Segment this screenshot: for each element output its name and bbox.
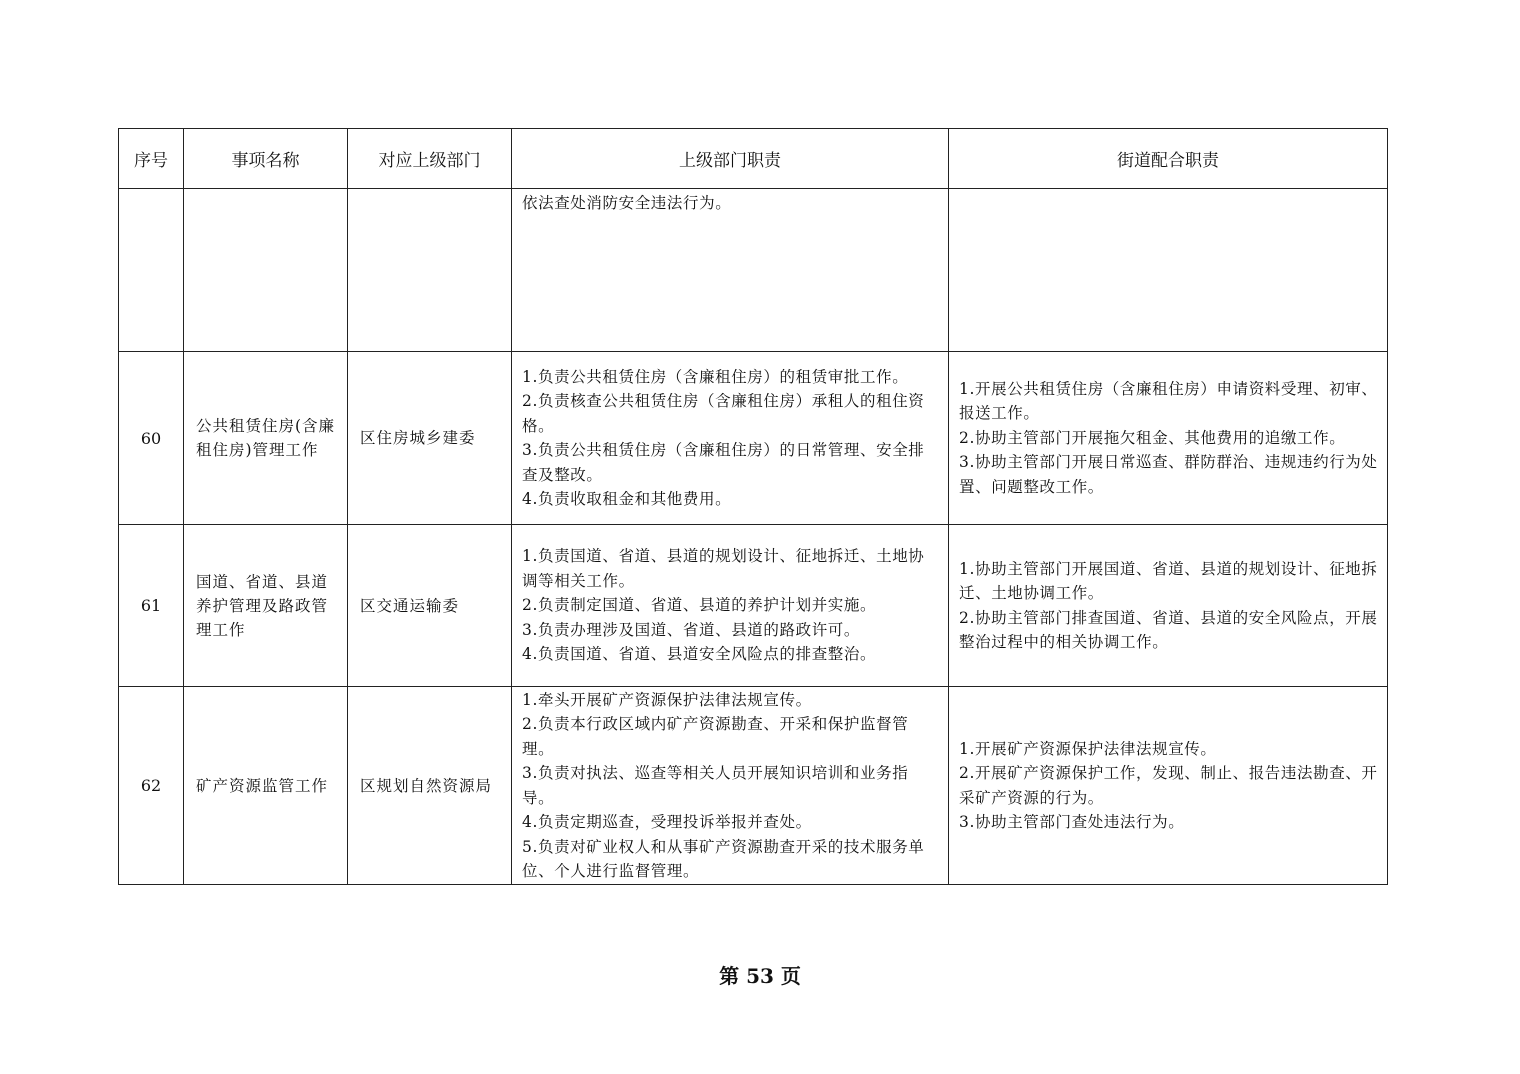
cell-seq: 60	[119, 352, 184, 525]
cell-upper-duties	[512, 189, 949, 352]
duty-line: 1.协助主管部门开展国道、省道、县道的规划设计、征地拆迁、土地协调工作。	[959, 559, 1378, 602]
duty-table	[118, 128, 1388, 885]
cell-street-duties	[949, 525, 1388, 687]
duty-line: 3.负责对执法、巡查等相关人员开展知识培训和业务指导。	[522, 764, 909, 807]
duty-line: 4.负责国道、省道、县道安全风险点的排查整治。	[522, 645, 877, 664]
cell-seq: 61	[119, 525, 184, 687]
cell-street-duties	[949, 687, 1388, 885]
duty-line: 3.负责办理涉及国道、省道、县道的路政许可。	[522, 620, 860, 639]
header-row	[119, 129, 1388, 189]
cell-upper-dept: 区住房城乡建委	[348, 352, 512, 525]
cell-seq: 62	[119, 687, 184, 885]
duty-line: 1.负责国道、省道、县道的规划设计、征地拆迁、土地协调等相关工作。	[522, 547, 925, 590]
table-row	[119, 352, 1388, 525]
cell-item-name: 国道、省道、县道养护管理及路政管理工作	[184, 525, 348, 687]
header-upper-dept: 对应上级部门	[348, 129, 512, 189]
table-row-continuation	[119, 189, 1388, 352]
duty-line: 1.开展公共租赁住房（含廉租住房）申请资料受理、初审、报送工作。	[959, 379, 1378, 423]
duty-line: 5.负责对矿业权人和从事矿产资源勘查开采的技术服务单位、个人进行监督管理。	[522, 837, 925, 880]
duty-line: 依法查处消防安全违法行为。	[522, 194, 732, 212]
duty-line: 2.负责核查公共租赁住房（含廉租住房）承租人的租住资格。	[522, 392, 925, 435]
duty-line: 4.负责定期巡查，受理投诉举报并查处。	[522, 813, 812, 831]
duty-line: 2.开展矿产资源保护工作，发现、制止、报告违法勘查、开采矿产资源的行为。	[959, 764, 1378, 807]
cell-upper-duties	[512, 687, 949, 885]
cell-upper-duties	[512, 352, 949, 525]
duty-line: 2.协助主管部门开展拖欠租金、其他费用的追缴工作。	[959, 428, 1346, 447]
header-seq: 序号	[119, 129, 184, 189]
header-item-name: 事项名称	[184, 129, 348, 189]
duty-line: 4.负责收取租金和其他费用。	[522, 490, 732, 508]
table-row	[119, 687, 1388, 885]
cell-upper-dept	[348, 189, 512, 352]
header-upper-duties: 上级部门职责	[512, 129, 949, 189]
page-number: 第 53 页	[719, 964, 801, 988]
duty-line: 3.负责公共租赁住房（含廉租住房）的日常管理、安全排查及整改。	[522, 441, 925, 484]
cell-street-duties	[949, 352, 1388, 525]
duty-line: 3.协助主管部门开展日常巡查、群防群治、违规违约行为处置、问题整改工作。	[959, 453, 1378, 496]
cell-upper-duties	[512, 525, 949, 687]
cell-item-name: 矿产资源监管工作	[184, 687, 348, 885]
table-row	[119, 525, 1388, 687]
cell-street-duties	[949, 189, 1388, 352]
duty-line: 2.负责本行政区域内矿产资源勘查、开采和保护监督管理。	[522, 715, 909, 758]
cell-item-name: 公共租赁住房(含廉租住房)管理工作	[184, 352, 348, 525]
duty-line: 1.开展矿产资源保护法律法规宣传。	[959, 739, 1217, 758]
duty-line: 2.负责制定国道、省道、县道的养护计划并实施。	[522, 596, 877, 615]
duty-line: 2.协助主管部门排查国道、省道、县道的安全风险点，开展整治过程中的相关协调工作。	[959, 608, 1378, 651]
cell-upper-dept: 区规划自然资源局	[348, 687, 512, 885]
cell-upper-dept: 区交通运输委	[348, 525, 512, 687]
duty-line: 1.负责公共租赁住房（含廉租住房）的租赁审批工作。	[522, 367, 909, 386]
header-street-duties: 街道配合职责	[949, 129, 1388, 189]
duty-line: 3.协助主管部门查处违法行为。	[959, 813, 1185, 831]
duty-line: 1.牵头开展矿产资源保护法律法规宣传。	[522, 690, 812, 709]
cell-item-name	[184, 189, 348, 352]
cell-seq	[119, 189, 184, 352]
